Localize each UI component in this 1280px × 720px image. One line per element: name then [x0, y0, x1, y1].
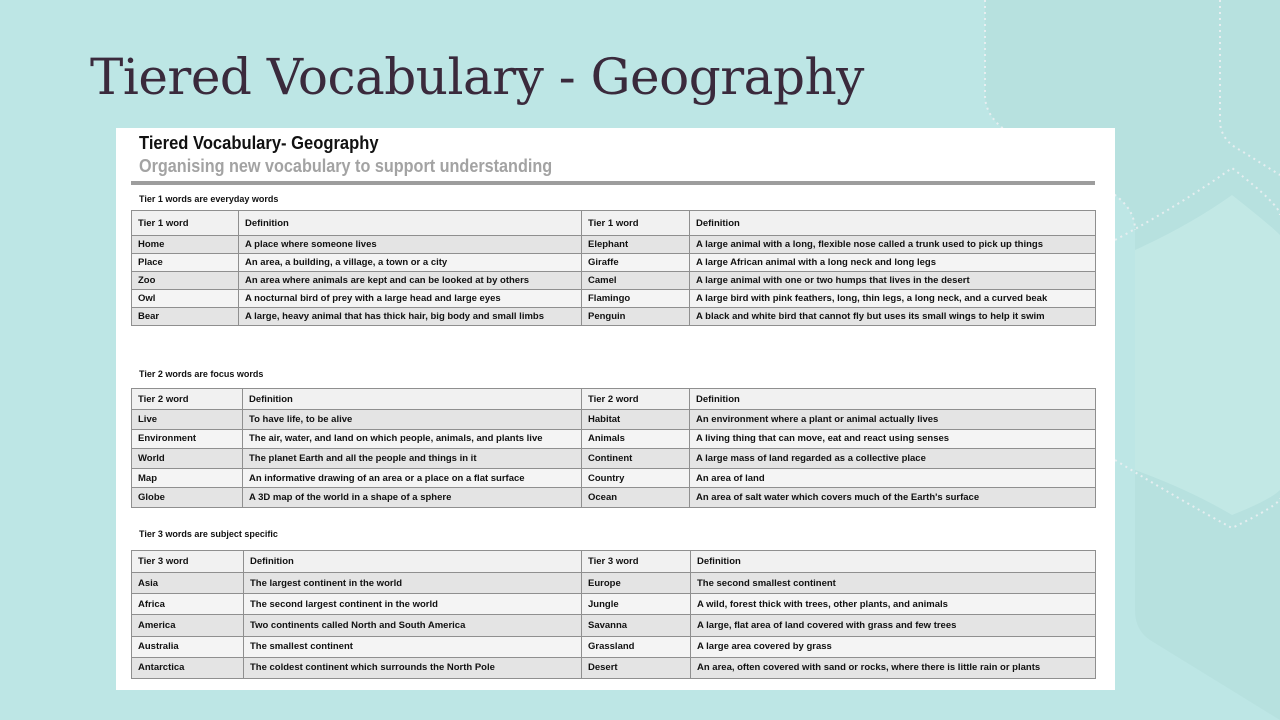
tier3-table — [131, 550, 1096, 679]
table-cell: Zoo — [132, 272, 239, 290]
table-cell: A large bird with pink feathers, long, thin legs, a long neck, and a curved beak — [690, 290, 1096, 308]
table-cell: To have life, to be alive — [243, 410, 582, 430]
table-cell: World — [132, 449, 243, 469]
table-cell: A place where someone lives — [239, 236, 582, 254]
table-cell: Africa — [132, 594, 244, 615]
table-cell: Camel — [582, 272, 690, 290]
table-cell: Environment — [132, 429, 243, 449]
table-cell: Elephant — [582, 236, 690, 254]
table-cell: The air, water, and land on which people, animals, and plants live — [243, 429, 582, 449]
document-subtitle: Organising new vocabulary to support understanding — [139, 156, 553, 176]
table-cell: Antarctica — [132, 657, 244, 678]
table-row — [132, 636, 1096, 657]
table-cell: A large area covered by grass — [691, 636, 1096, 657]
table-cell: A large animal with one or two humps that lives in the desert — [690, 272, 1096, 290]
table-cell: Owl — [132, 290, 239, 308]
table-cell: Globe — [132, 488, 243, 508]
table-cell: Flamingo — [582, 290, 690, 308]
table-cell: Bear — [132, 308, 239, 326]
column-header: Tier 1 word — [132, 211, 239, 236]
column-header: Tier 3 word — [132, 551, 244, 573]
table-cell: A nocturnal bird of prey with a large head and large eyes — [239, 290, 582, 308]
table-cell: An informative drawing of an area or a place on a flat surface — [243, 468, 582, 488]
table-row — [132, 573, 1096, 594]
table-cell: Home — [132, 236, 239, 254]
table-cell: An area, a building, a village, a town or a city — [239, 254, 582, 272]
table-cell: Europe — [582, 573, 691, 594]
tier3-label: Tier 3 words are subject specific — [139, 529, 278, 539]
table-cell: Giraffe — [582, 254, 690, 272]
table-cell: An area of salt water which covers much of the Earth's surface — [690, 488, 1096, 508]
table-cell: Asia — [132, 573, 244, 594]
table-cell: An environment where a plant or animal actually lives — [690, 410, 1096, 430]
vocabulary-document — [116, 128, 1115, 690]
table-cell: A large mass of land regarded as a collective place — [690, 449, 1096, 469]
column-header: Definition — [243, 389, 582, 410]
table-cell: A living thing that can move, eat and react using senses — [690, 429, 1096, 449]
tier2-label: Tier 2 words are focus words — [139, 369, 264, 379]
table-cell: An area of land — [690, 468, 1096, 488]
table-cell: Live — [132, 410, 243, 430]
table-row — [132, 429, 1096, 449]
table-header-row — [132, 211, 1096, 236]
column-header: Tier 2 word — [582, 389, 690, 410]
column-header: Definition — [244, 551, 582, 573]
column-header: Tier 2 word — [132, 389, 243, 410]
tier1-label: Tier 1 words are everyday words — [139, 194, 279, 204]
table-cell: Two continents called North and South America — [244, 615, 582, 636]
table-cell: Savanna — [582, 615, 691, 636]
column-header: Definition — [239, 211, 582, 236]
table-cell: Continent — [582, 449, 690, 469]
table-row — [132, 594, 1096, 615]
table-cell: The smallest continent — [244, 636, 582, 657]
table-cell: A 3D map of the world in a shape of a sphere — [243, 488, 582, 508]
slide-title: Tiered Vocabulary - Geography — [90, 48, 864, 106]
table-cell: A large animal with a long, flexible nose called a trunk used to pick up things — [690, 236, 1096, 254]
table-cell: Habitat — [582, 410, 690, 430]
table-row — [132, 236, 1096, 254]
table-row — [132, 308, 1096, 326]
table-cell: Penguin — [582, 308, 690, 326]
column-header: Definition — [690, 211, 1096, 236]
table-cell: Desert — [582, 657, 691, 678]
table-cell: An area, often covered with sand or rocks, where there is little rain or plants — [691, 657, 1096, 678]
table-cell: A large, heavy animal that has thick hair, big body and small limbs — [239, 308, 582, 326]
table-cell: A black and white bird that cannot fly but uses its small wings to help it swim — [690, 308, 1096, 326]
table-row — [132, 468, 1096, 488]
document-title: Tiered Vocabulary- Geography — [139, 133, 379, 153]
table-cell: The coldest continent which surrounds the North Pole — [244, 657, 582, 678]
column-header: Definition — [691, 551, 1096, 573]
table-cell: Map — [132, 468, 243, 488]
table-cell: Place — [132, 254, 239, 272]
table-cell: Animals — [582, 429, 690, 449]
table-row — [132, 615, 1096, 636]
column-header: Tier 3 word — [582, 551, 691, 573]
table-cell: A large, flat area of land covered with grass and few trees — [691, 615, 1096, 636]
table-cell: Jungle — [582, 594, 691, 615]
table-row — [132, 290, 1096, 308]
table-row — [132, 657, 1096, 678]
column-header: Tier 1 word — [582, 211, 690, 236]
table-header-row — [132, 389, 1096, 410]
table-row — [132, 254, 1096, 272]
table-cell: Australia — [132, 636, 244, 657]
column-header: Definition — [690, 389, 1096, 410]
table-cell: The second smallest continent — [691, 573, 1096, 594]
tier2-table — [131, 388, 1096, 508]
table-cell: America — [132, 615, 244, 636]
table-cell: A large African animal with a long neck and long legs — [690, 254, 1096, 272]
table-cell: An area where animals are kept and can be looked at by others — [239, 272, 582, 290]
table-header-row — [132, 551, 1096, 573]
table-cell: The second largest continent in the world — [244, 594, 582, 615]
table-cell: The planet Earth and all the people and things in it — [243, 449, 582, 469]
table-cell: A wild, forest thick with trees, other plants, and animals — [691, 594, 1096, 615]
tier1-table — [131, 210, 1096, 326]
table-cell: The largest continent in the world — [244, 573, 582, 594]
table-row — [132, 410, 1096, 430]
title-divider — [131, 181, 1095, 185]
table-cell: Country — [582, 468, 690, 488]
table-row — [132, 488, 1096, 508]
table-row — [132, 272, 1096, 290]
table-row — [132, 449, 1096, 469]
table-cell: Grassland — [582, 636, 691, 657]
table-cell: Ocean — [582, 488, 690, 508]
